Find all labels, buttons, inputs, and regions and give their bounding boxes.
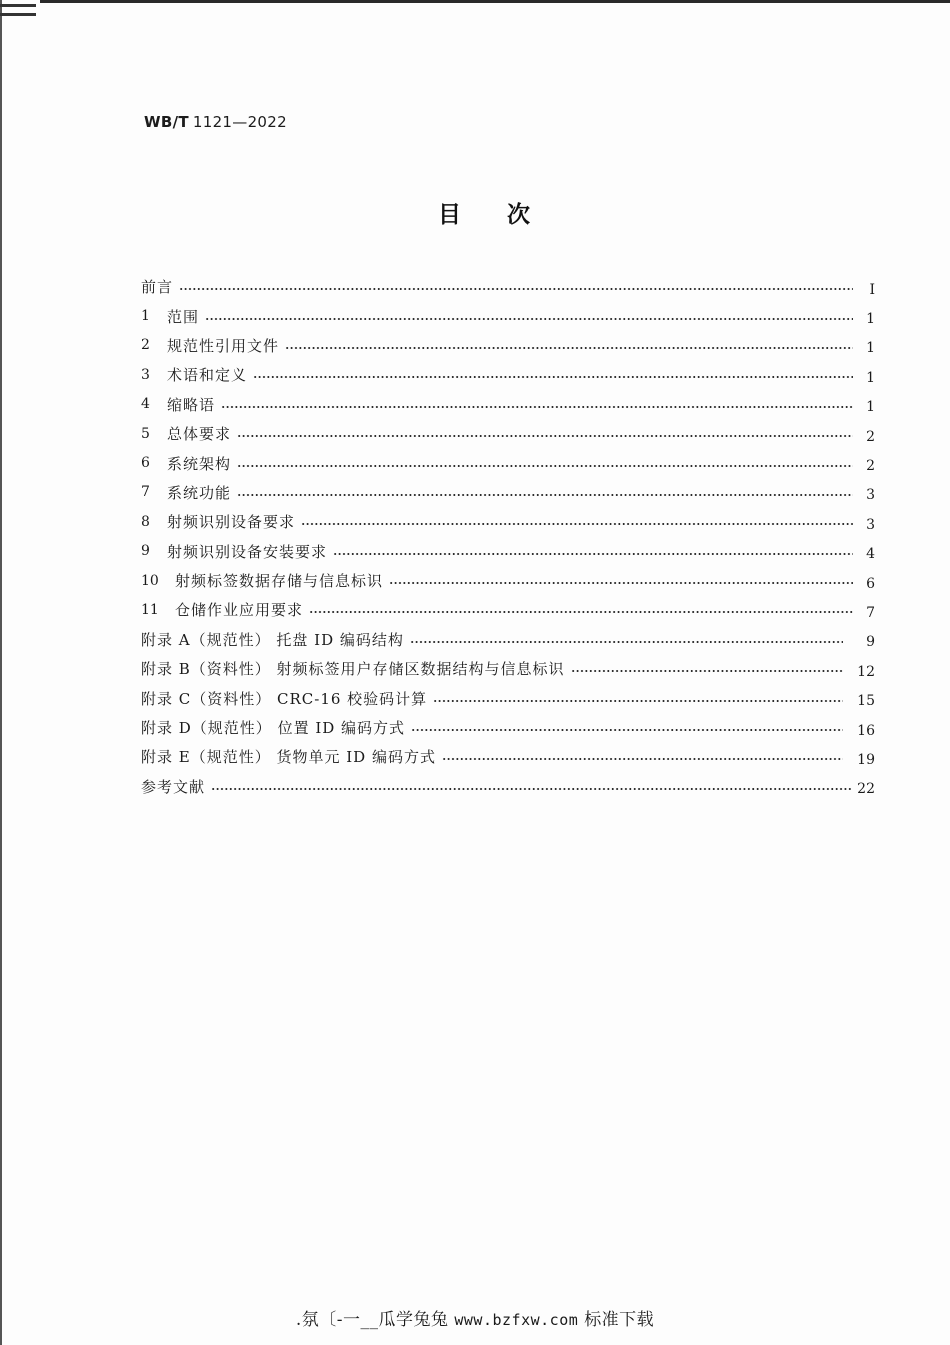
- toc-entry-number: 7: [141, 484, 150, 501]
- toc-entry[interactable]: [141, 478, 875, 507]
- toc-entry[interactable]: [141, 448, 875, 477]
- toc-entry-title: 参考文献: [141, 777, 206, 796]
- toc-entry-page: 3: [866, 487, 875, 504]
- toc-dot-leader: [442, 758, 843, 760]
- standard-number: 1121—2022: [192, 113, 287, 131]
- toc-entry[interactable]: [141, 419, 875, 448]
- toc-dot-leader: [389, 582, 853, 584]
- toc-entry-number: 3: [141, 366, 150, 383]
- toc-entry-title: 附录 E（规范性） 货物单元 ID 编码方式: [141, 748, 436, 767]
- toc-entry[interactable]: [141, 537, 875, 566]
- table-of-contents: [141, 272, 875, 801]
- toc-entry-number: 8: [141, 513, 150, 530]
- toc-entry[interactable]: [141, 331, 875, 360]
- toc-entry[interactable]: [141, 654, 875, 683]
- toc-entry-title: 前言: [141, 278, 174, 297]
- toc-entry-number: 4: [141, 396, 150, 413]
- toc-entry-page: 4: [866, 546, 875, 563]
- toc-entry[interactable]: [141, 742, 875, 771]
- toc-entry-title: 仓储作业应用要求: [175, 601, 304, 620]
- toc-entry[interactable]: [141, 507, 875, 536]
- toc-entry[interactable]: [141, 683, 875, 712]
- toc-dot-leader: [301, 523, 853, 525]
- toc-entry-page: 1: [866, 340, 875, 357]
- toc-dot-leader: [221, 406, 853, 408]
- toc-entry-page: 16: [857, 722, 875, 739]
- toc-entry-title: 射频标签数据存储与信息标识: [175, 572, 384, 591]
- toc-entry[interactable]: [141, 713, 875, 742]
- page-title: 目次: [438, 202, 576, 228]
- toc-entry-page: 7: [866, 604, 875, 621]
- toc-entry-page: 19: [857, 751, 875, 768]
- scan-corner-mark: [0, 0, 36, 18]
- toc-dot-leader: [237, 435, 853, 437]
- toc-dot-leader: [205, 318, 853, 320]
- toc-entry-page: 22: [857, 781, 875, 798]
- toc-dot-leader: [411, 729, 843, 731]
- toc-entry-page: 15: [857, 693, 875, 710]
- toc-entry-page: 6: [866, 575, 875, 592]
- toc-entry-title: 射频识别设备安装要求: [167, 542, 328, 561]
- toc-entry[interactable]: [141, 360, 875, 389]
- toc-entry-page: 2: [866, 428, 875, 445]
- toc-entry-page: Ⅰ: [869, 281, 875, 298]
- toc-entry[interactable]: [141, 272, 875, 301]
- toc-entry-title: 附录 C（资料性） CRC-16 校验码计算: [141, 689, 428, 708]
- toc-entry-title: 术语和定义: [167, 366, 248, 385]
- footer-url[interactable]: www.bzfxw.com: [454, 1311, 579, 1329]
- toc-entry[interactable]: [141, 390, 875, 419]
- toc-entry[interactable]: [141, 301, 875, 330]
- toc-dot-leader: [571, 670, 843, 672]
- toc-entry[interactable]: [141, 566, 875, 595]
- toc-entry[interactable]: [141, 772, 875, 801]
- standard-prefix: WB/T: [144, 113, 189, 131]
- toc-entry-title: 规范性引用文件: [167, 336, 280, 355]
- toc-entry-title: 附录 B（资料性） 射频标签用户存储区数据结构与信息标识: [141, 660, 565, 679]
- toc-entry-title: 附录 A（规范性） 托盘 ID 编码结构: [141, 630, 404, 649]
- footer: [0, 1305, 950, 1330]
- toc-dot-leader: [237, 465, 853, 467]
- toc-dot-leader: [309, 611, 853, 613]
- toc-entry-number: 5: [141, 425, 150, 442]
- toc-entry-title: 系统功能: [167, 483, 232, 502]
- scan-edge-top: [40, 0, 950, 3]
- toc-dot-leader: [433, 700, 843, 702]
- toc-entry-title: 射频识别设备要求: [167, 513, 296, 532]
- toc-entry-title: 附录 D（规范性） 位置 ID 编码方式: [141, 719, 406, 738]
- toc-entry-number: 2: [141, 337, 150, 354]
- toc-entry-number: 6: [141, 455, 150, 472]
- toc-dot-leader: [253, 376, 853, 378]
- toc-entry-page: 1: [866, 369, 875, 386]
- toc-entry-page: 12: [857, 663, 875, 680]
- toc-entry[interactable]: [141, 625, 875, 654]
- toc-dot-leader: [285, 347, 853, 349]
- toc-entry-number: 9: [141, 543, 150, 560]
- toc-dot-leader: [333, 553, 853, 555]
- toc-dot-leader: [211, 788, 851, 790]
- toc-entry-number: 10: [141, 572, 159, 589]
- footer-text-right: 标准下载: [584, 1310, 655, 1330]
- toc-entry-title: 范围: [167, 307, 200, 326]
- toc-entry-page: 2: [866, 458, 875, 475]
- toc-entry-page: 3: [866, 516, 875, 533]
- toc-entry[interactable]: [141, 595, 875, 624]
- toc-entry-number: 11: [141, 601, 159, 618]
- toc-entry-page: 1: [866, 311, 875, 328]
- toc-entry-title: 缩略语: [167, 395, 216, 414]
- standard-code: [144, 113, 287, 131]
- toc-entry-page: 9: [866, 634, 875, 651]
- toc-entry-page: 1: [866, 399, 875, 416]
- toc-dot-leader: [179, 288, 853, 290]
- toc-dot-leader: [237, 494, 853, 496]
- toc-entry-title: 总体要求: [167, 425, 232, 444]
- toc-entry-title: 系统架构: [167, 454, 232, 473]
- footer-text-left: .氛〔-一__瓜学兔兔: [295, 1310, 449, 1330]
- toc-dot-leader: [410, 641, 843, 643]
- toc-entry-number: 1: [141, 308, 150, 325]
